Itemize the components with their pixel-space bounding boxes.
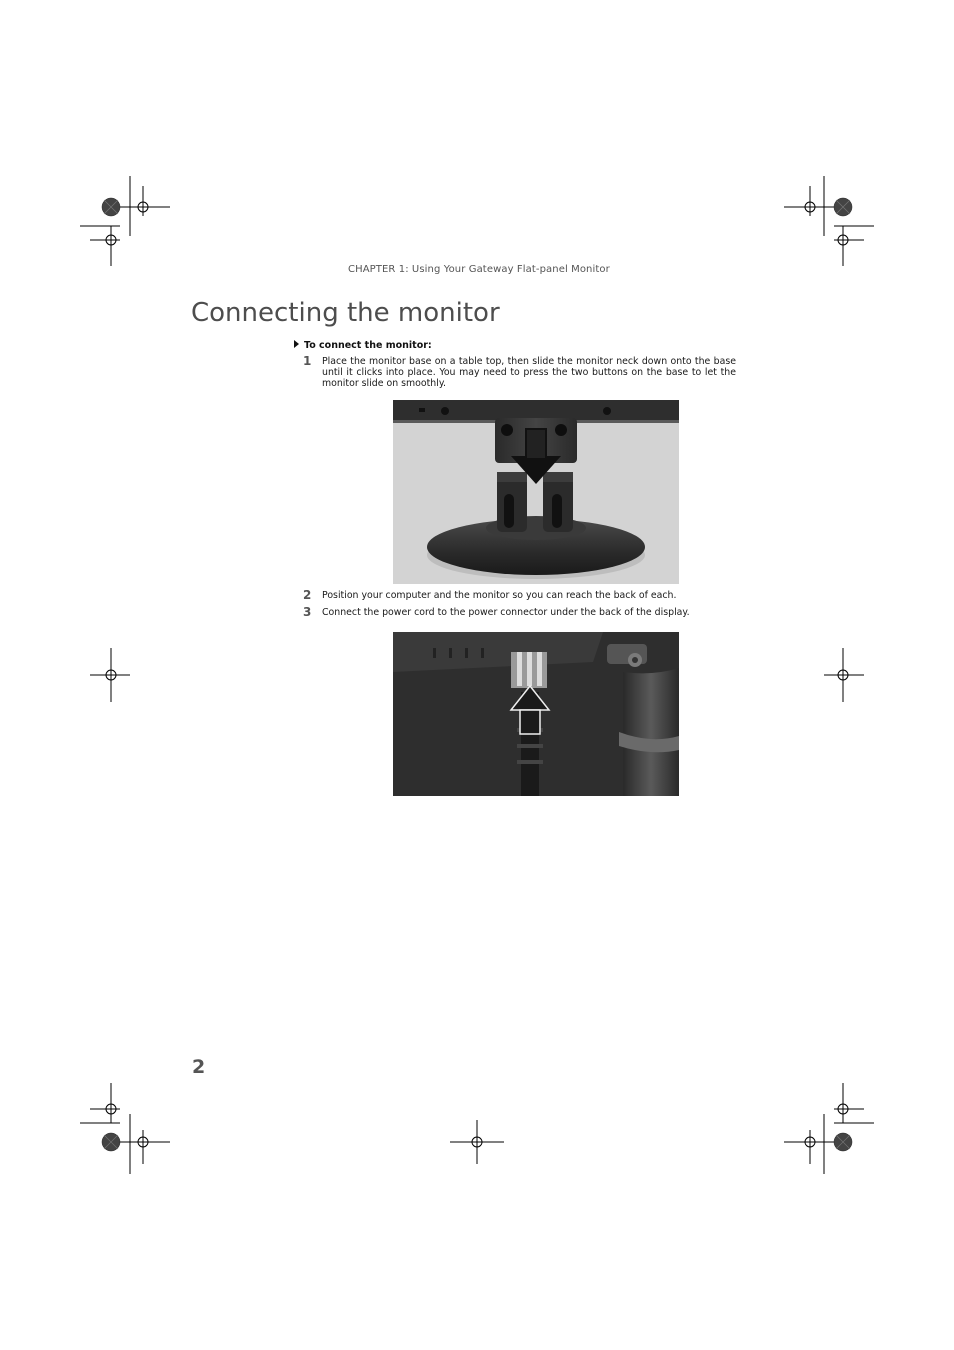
step-text: Connect the power cord to the power connector under the back of the display. bbox=[322, 607, 690, 618]
step-text: Position your computer and the monitor so you can reach the back of each. bbox=[322, 590, 677, 601]
procedure-heading-text: To connect the monitor: bbox=[304, 340, 432, 351]
step-number: 1 bbox=[303, 354, 312, 368]
step-text: Place the monitor base on a table top, then slide the monitor neck down onto the base until it clicks into place. You may need to press the two buttons on the base to let the monitor slide on smoothly. bbox=[322, 356, 736, 389]
step-number: 2 bbox=[303, 588, 312, 602]
power-connector-photo bbox=[393, 632, 679, 796]
page-title: Connecting the monitor bbox=[191, 298, 500, 328]
step-number: 3 bbox=[303, 605, 312, 619]
monitor-base-photo bbox=[393, 400, 679, 584]
triangle-bullet-icon bbox=[294, 340, 299, 348]
page-number: 2 bbox=[192, 1056, 206, 1078]
procedure-heading bbox=[294, 340, 432, 351]
running-header: CHAPTER 1: Using Your Gateway Flat-panel Monitor bbox=[348, 264, 610, 275]
